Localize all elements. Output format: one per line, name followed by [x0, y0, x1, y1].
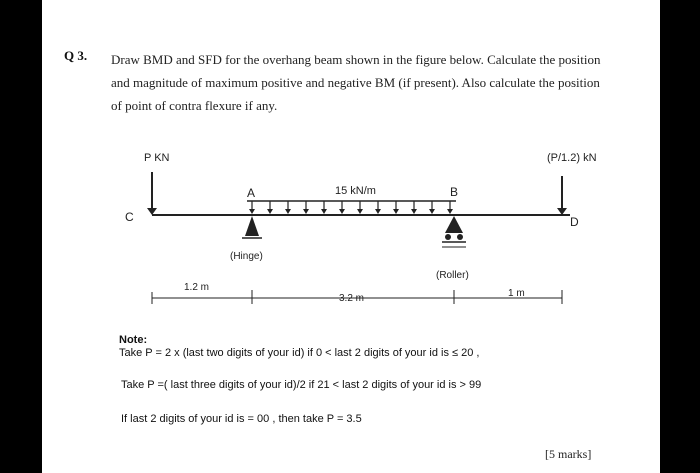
dim-3-label: 1 m [508, 288, 525, 299]
note-block [119, 333, 482, 425]
note-line: Take P =( last three digits of your id)/2 if 21 < last 2 digits of your id is > 99 [121, 379, 482, 391]
udl-label: 15 kN/m [335, 185, 376, 197]
roller-wheel [445, 234, 451, 240]
point-d-label: D [570, 215, 579, 229]
hinge-label: (Hinge) [230, 251, 263, 262]
roller-support [445, 216, 463, 233]
roller-label: (Roller) [436, 270, 469, 281]
udl-arrowhead [339, 209, 345, 214]
right-load-label: (P/1.2) kN [547, 152, 597, 164]
question-line: Draw BMD and SFD for the overhang beam shown in the figure below. Calculate the position [111, 52, 601, 67]
udl-arrowhead [303, 209, 309, 214]
udl-arrowhead [249, 209, 255, 214]
question-line: of point of contra flexure if any. [111, 98, 278, 113]
note-line: If last 2 digits of your id is = 00 , then take P = 3.5 [121, 413, 362, 425]
right-load-arrowhead [557, 208, 567, 215]
udl-arrowhead [285, 209, 291, 214]
udl-arrowhead [447, 209, 453, 214]
udl-arrowhead [357, 209, 363, 214]
point-a-label: A [247, 186, 256, 200]
note-title: Note: [119, 334, 148, 346]
dim-1-label: 1.2 m [184, 282, 210, 293]
udl-arrowhead [375, 209, 381, 214]
beam-figure [42, 0, 660, 473]
roller-wheel [457, 234, 463, 240]
udl-arrows [249, 201, 453, 214]
point-b-label: B [450, 185, 459, 199]
udl-arrowhead [393, 209, 399, 214]
note-line: Take P = 2 x (last two digits of your id) if 0 < last 2 digits of your id is ≤ 20 , [119, 347, 480, 359]
question-number: Q 3. [64, 48, 88, 63]
udl-arrowhead [411, 209, 417, 214]
marks-label: [5 marks] [545, 447, 592, 461]
question-line: and magnitude of maximum positive and negative BM (if present). Also calculate the position [111, 75, 600, 90]
left-load-arrowhead [147, 208, 157, 215]
udl-arrowhead [429, 209, 435, 214]
dim-2-label: 3.2 m [339, 293, 365, 304]
udl-arrowhead [321, 209, 327, 214]
hinge-support [245, 216, 259, 236]
udl-arrowhead [267, 209, 273, 214]
left-load-label: P KN [144, 152, 170, 164]
point-c-label: C [125, 210, 134, 224]
question-page [42, 0, 660, 473]
